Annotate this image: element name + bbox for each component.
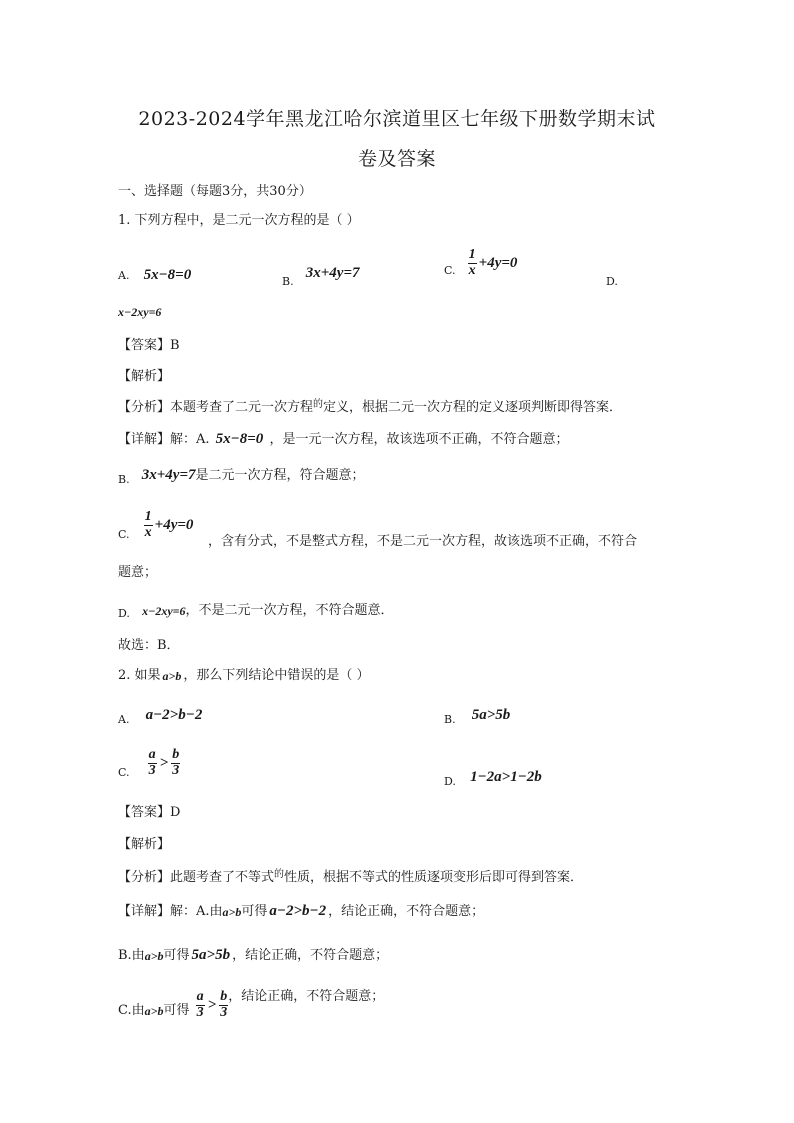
q1-option-d-expr (118, 305, 161, 318)
q1-option-c (444, 248, 517, 278)
q2-detail-c-den2: 3 (220, 1004, 228, 1020)
q1-detail-c-numerator: 1 (144, 509, 152, 524)
q2-detail-c-mid: 可得 (163, 1003, 190, 1018)
q1-option-d-label: D. (606, 275, 618, 288)
doc-title-line2: 卷及答案 (357, 148, 436, 170)
q1-detail-prefix: 【详解】解：A. (118, 432, 210, 447)
q1-fenxi-b: 定义，根据二元一次方程的定义逐项判断即得答案． (323, 400, 623, 415)
q1-option-c-numerator: 1 (468, 247, 476, 262)
q1-detail-a-text: ，是一元一次方程，故该选项不正确，不符合题意； (269, 432, 569, 447)
q1-detail-b-text: 是二元一次方程，符合题意； (195, 468, 365, 483)
q2-detail-a (118, 904, 484, 919)
q2-detail-c-num2: b (220, 989, 228, 1004)
q1-option-c-label: C. (444, 264, 456, 277)
q1-detail-c-rest: +4y=0 (154, 516, 194, 533)
q2-fenxi-de: 的 (274, 869, 285, 880)
q2-detail-b-cond: a>b (144, 948, 164, 963)
q2-detail-b (118, 948, 388, 963)
q1-detail-a-expr: 5x−8=0 (215, 431, 264, 447)
q1-detail-c-label: C. (118, 528, 130, 541)
q2-option-c (118, 748, 180, 778)
q2-option-b-label: B. (444, 713, 456, 726)
q1-fenxi-a: 【分析】本题考查了二元一次方程 (118, 400, 314, 415)
q2-detail-c-num1: a (196, 989, 204, 1004)
q1-detail-d-label: D. (118, 607, 130, 620)
q2-stem-b: ，那么下列结论中错误的是（ ） (183, 668, 370, 683)
q2-option-c-den1: 3 (148, 762, 156, 778)
q2-option-b-expr: 5a>5b (471, 707, 511, 723)
q1-option-b (282, 265, 360, 288)
q1-option-c-rest: +4y=0 (478, 254, 518, 271)
q2-detail-b-prefix: B.由 (118, 948, 145, 963)
q1-stem: 1. 下列方程中，是二元一次方程的是（ ） (118, 213, 360, 228)
q2-option-d-expr: 1−2a>1−2b (470, 769, 542, 785)
q1-detail-d (118, 603, 394, 620)
section-heading: 一、选择题（每题3分，共30分） (118, 184, 312, 199)
q2-detail-c-prefix: C.由 (118, 1003, 145, 1018)
q1-option-d-expr-text: x−2xy=6 (118, 304, 162, 319)
q2-answer: 【答案】D (118, 805, 181, 820)
q1-option-a (118, 268, 191, 283)
q1-detail-b-label: B. (118, 473, 130, 486)
q2-detail-a-text: ，结论正确，不符合题意； (328, 904, 485, 919)
q2-analysis-heading: 【解析】 (118, 837, 171, 852)
q1-answer: 【答案】B (118, 338, 180, 353)
q2-fenxi (118, 871, 583, 884)
q2-detail-c-text: ，结论正确，不符合题意； (228, 989, 385, 1004)
q1-option-a-expr: 5x−8=0 (143, 267, 192, 283)
q1-analysis-heading: 【解析】 (118, 369, 171, 384)
q2-option-c-num1: a (148, 747, 156, 762)
q1-option-b-expr: 3x+4y=7 (305, 265, 360, 281)
q2-detail-c-den1: 3 (196, 1004, 204, 1020)
q1-detail-d-text: ，不是二元一次方程，不符合题意． (185, 603, 394, 618)
q2-detail-c-cond: a>b (144, 1003, 164, 1018)
q1-detail-c-denominator: x (144, 524, 152, 540)
q2-option-c-label: C. (118, 766, 130, 779)
q2-detail-a-mid: 可得 (241, 904, 268, 919)
q2-option-c-num2: b (172, 747, 180, 762)
q2-option-a-expr: a−2>b−2 (145, 707, 203, 723)
q1-option-a-label: A. (118, 269, 130, 282)
q1-detail-b (118, 467, 365, 486)
q2-detail-a-prefix: 【详解】解：A.由 (118, 904, 223, 919)
q2-detail-b-expr: 5a>5b (191, 947, 231, 963)
q1-detail-c-text: ，含有分式，不是整式方程，不是二元一次方程，故该选项不正确，不符合 (208, 534, 638, 549)
q2-fenxi-a: 【分析】此题考查了不等式 (118, 870, 275, 885)
q1-fenxi-de: 的 (313, 399, 324, 410)
q2-option-c-den2: 3 (172, 762, 180, 778)
q2-stem (118, 669, 370, 682)
q2-detail-a-cond: a>b (222, 904, 242, 919)
q2-detail-b-mid: 可得 (163, 948, 190, 963)
q1-detail-c-text2: 题意； (118, 565, 158, 580)
q1-option-c-denominator: x (468, 262, 476, 278)
q2-stem-a: 2. 如果 (118, 668, 161, 683)
q1-detail-c (118, 510, 193, 540)
q2-option-d-label: D. (444, 775, 456, 788)
q1-detail-b-expr: 3x+4y=7 (141, 467, 196, 483)
q2-stem-expr: a>b (162, 668, 182, 683)
q2-option-b (444, 707, 511, 726)
q2-option-d (444, 769, 542, 788)
q1-choose: 故选：B． (118, 638, 180, 653)
q2-fenxi-b: 性质，根据不等式的性质逐项变形后即可得到答案． (284, 870, 584, 885)
q2-detail-c-gt: > (207, 996, 217, 1013)
q1-option-b-label: B. (282, 275, 294, 288)
q2-option-c-gt: > (159, 754, 169, 771)
q2-detail-b-text: ，结论正确，不符合题意； (232, 948, 389, 963)
q1-fenxi (118, 401, 622, 414)
q1-detail-d-expr: x−2xy=6 (142, 603, 186, 618)
q2-detail-c (118, 990, 384, 1020)
q1-detail-a (118, 432, 568, 447)
q2-option-a-label: A. (118, 713, 130, 726)
q2-option-a (118, 707, 203, 726)
doc-title-line1: 2023-2024学年黑龙江哈尔滨道里区七年级下册数学期末试 (138, 108, 656, 130)
q2-detail-a-expr: a−2>b−2 (269, 903, 327, 919)
